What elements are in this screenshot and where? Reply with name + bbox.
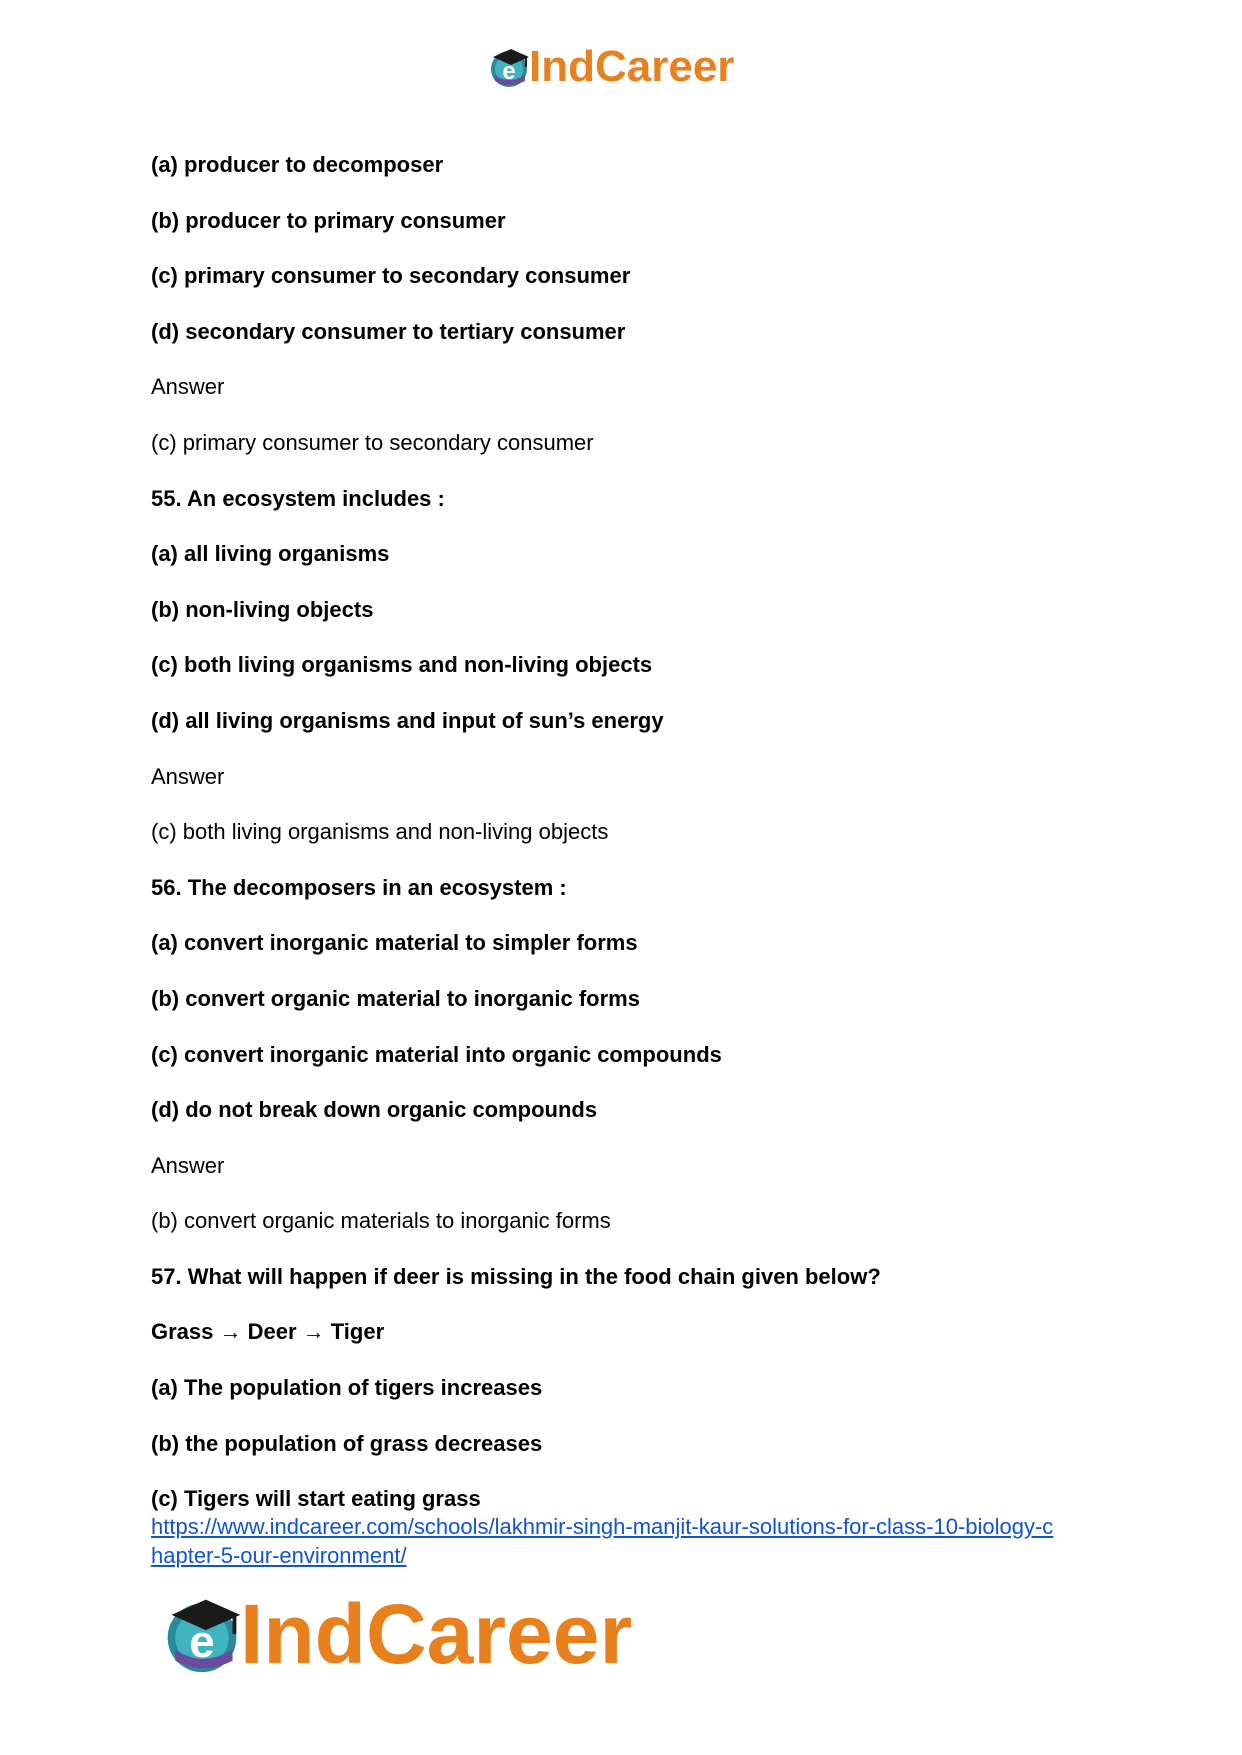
source-link-line-1[interactable]: https://www.indcareer.com/schools/lakhmir-singh-manjit-kaur-solutions-for-class-10-biology-c (151, 1514, 1054, 1539)
question-line: (a) The population of tigers increases (151, 1375, 543, 1401)
answer-line: (c) both living organisms and non-living objects (151, 819, 609, 845)
question-line: (b) producer to primary consumer (151, 207, 506, 233)
question-line: (a) producer to decomposer (151, 152, 444, 177)
document-body (151, 145, 1111, 1535)
source-link[interactable] (151, 1512, 1111, 1570)
question-line: 57. What will happen if deer is missing in the food chain given below? (151, 1263, 881, 1289)
question-line: Grass → Deer → Tiger (151, 1319, 385, 1345)
question-line: (b) non-living objects (151, 596, 374, 622)
question-line: (a) convert inorganic material to simpler forms (151, 930, 638, 956)
question-line: (b) convert organic material to inorganic forms (151, 985, 640, 1011)
answer-line: Answer (151, 1152, 225, 1178)
logo-text: IndCareer (240, 1586, 633, 1681)
question-line: (c) convert inorganic material into organic compounds (151, 1041, 722, 1067)
question-line: (c) primary consumer to secondary consumer (151, 263, 631, 289)
footer-logo (160, 1588, 720, 1680)
answer-line: (b) convert organic materials to inorganic forms (151, 1208, 611, 1234)
question-line: 56. The decomposers in an ecosystem : (151, 874, 567, 900)
question-line: (b) the population of grass decreases (151, 1430, 543, 1456)
svg-text:e: e (502, 58, 516, 85)
source-link-line-2[interactable]: hapter-5-our-environment/ (151, 1543, 407, 1568)
header-logo (487, 40, 767, 94)
graduation-cap-globe-icon (160, 1592, 244, 1676)
question-line: (d) all living organisms and input of sun’s energy (151, 707, 664, 733)
answer-line: Answer (151, 763, 225, 789)
question-line: (d) secondary consumer to tertiary consumer (151, 318, 626, 344)
svg-text:e: e (189, 1615, 215, 1667)
question-line: 55. An ecosystem includes : (151, 485, 445, 511)
question-line: (d) do not break down organic compounds (151, 1097, 598, 1123)
logo-text: IndCareer (529, 42, 735, 91)
question-line: (a) all living organisms (151, 541, 390, 567)
graduation-cap-globe-icon (487, 45, 531, 89)
question-line: (c) both living organisms and non-living objects (151, 652, 653, 678)
question-line: (c) Tigers will start eating grass (151, 1486, 481, 1512)
answer-line: Answer (151, 374, 225, 400)
answer-line: (c) primary consumer to secondary consumer (151, 429, 594, 455)
